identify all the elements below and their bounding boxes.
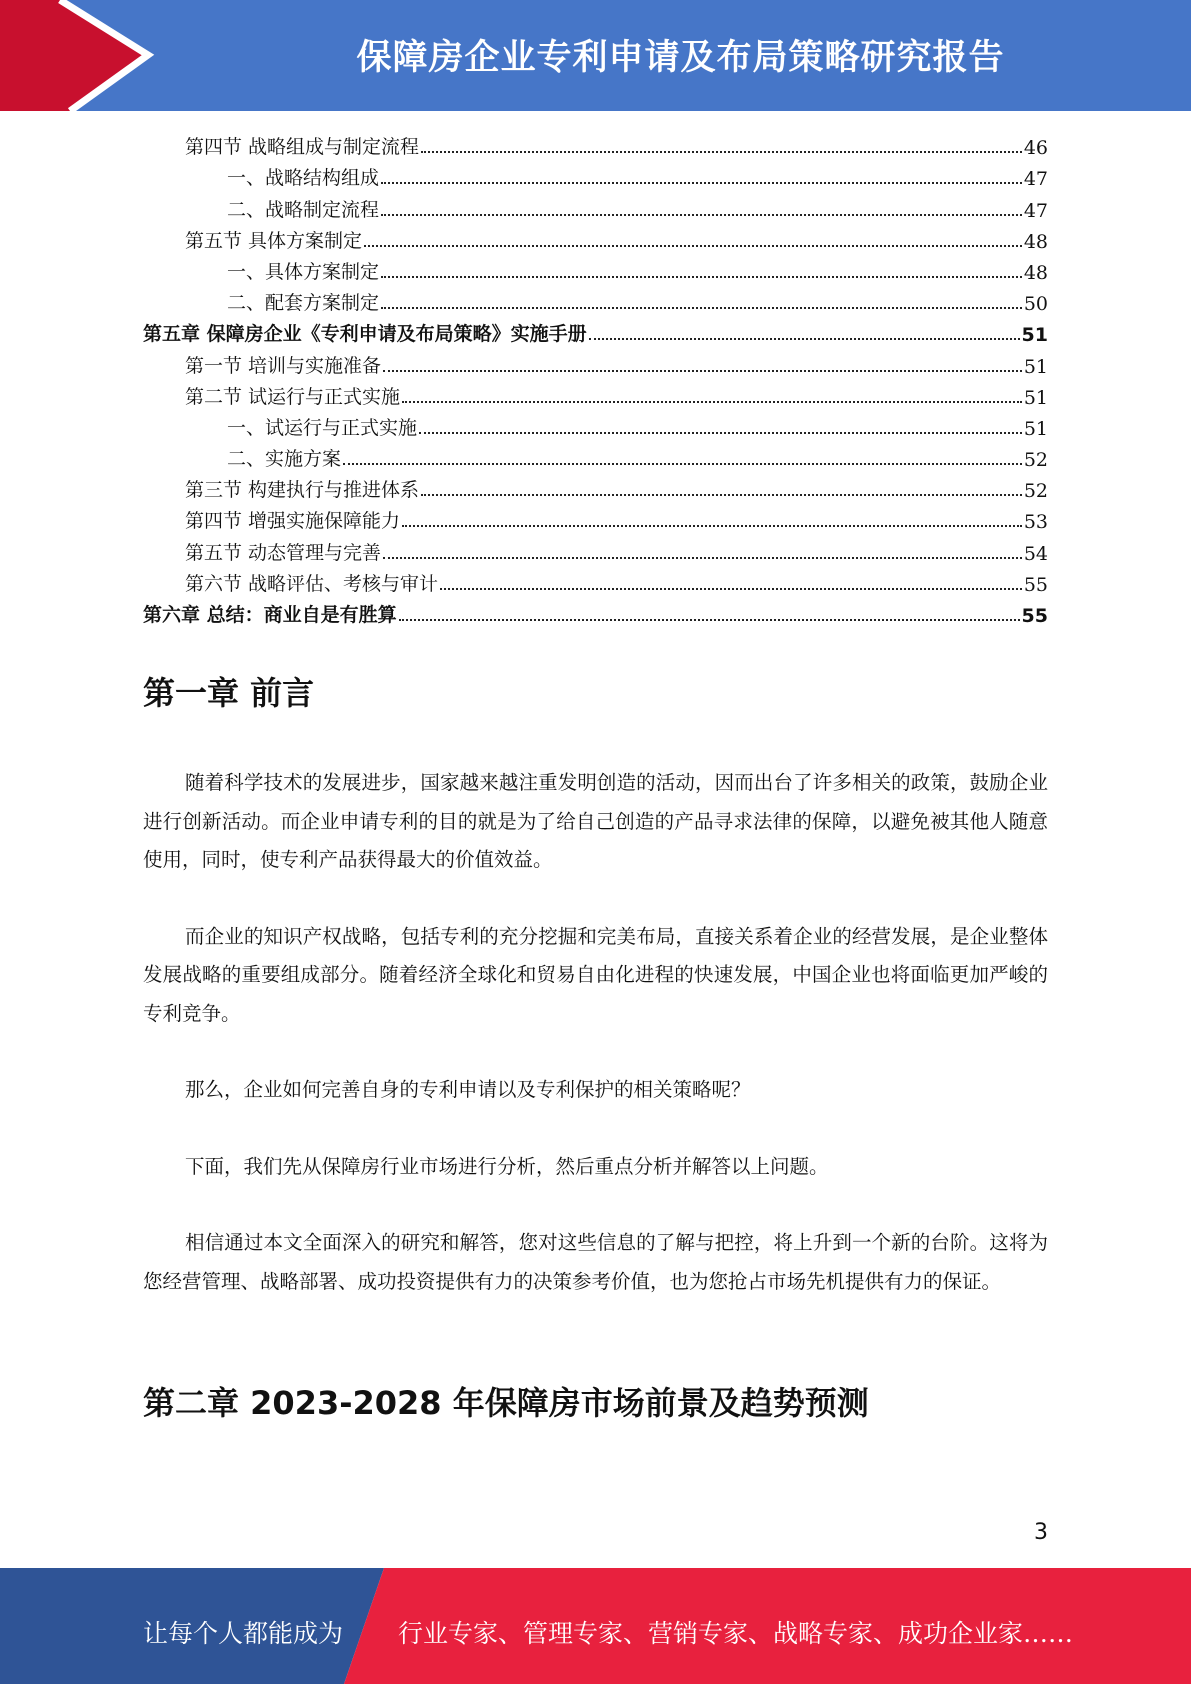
- body-paragraph: 下面，我们先从保障房行业市场进行分析，然后重点分析并解答以上问题。: [185, 1154, 829, 1178]
- toc-entry-page: 52: [1023, 449, 1048, 472]
- toc-entry-label: 二、战略制定流程: [227, 198, 380, 221]
- toc-leader-dots: [381, 276, 1022, 278]
- toc-entry[interactable]: [143, 284, 1048, 315]
- toc-leader-dots: [364, 245, 1022, 247]
- toc-entry[interactable]: [143, 222, 1048, 253]
- toc-entry-page: 51: [1023, 417, 1048, 440]
- toc-entry-label: 第五章 保障房企业《专利申请及布局策略》实施手册: [143, 323, 587, 346]
- table-of-contents: [143, 128, 1048, 627]
- toc-entry-page: 46: [1023, 137, 1048, 160]
- footer-slogan-left: 让每个人都能成为: [143, 1619, 344, 1648]
- toc-entry-label: 第一节 培训与实施准备: [185, 354, 382, 377]
- toc-entry[interactable]: [143, 440, 1048, 471]
- body-paragraph: 随着科学技术的发展进步，国家越来越注重发明创造的活动，因而出台了许多相关的政策，鼓励企业进行创新活动。而企业申请专利的目的就是为了给自己创造的产品寻求法律的保障，以避免被其他人随意使用，同时，使专利产品获得最大的价值效益。: [143, 771, 1048, 871]
- toc-entry-page: 52: [1023, 480, 1048, 503]
- toc-entry-label: 二、配套方案制定: [227, 292, 380, 315]
- toc-entry-label: 第四节 增强实施保障能力: [185, 510, 401, 533]
- toc-entry-label: 第五节 具体方案制定: [185, 229, 363, 252]
- toc-entry-page: 48: [1023, 261, 1048, 284]
- toc-entry-page: 47: [1023, 199, 1048, 222]
- toc-entry[interactable]: [143, 596, 1048, 627]
- toc-entry[interactable]: [143, 471, 1048, 502]
- toc-entry[interactable]: [143, 315, 1048, 346]
- toc-entry[interactable]: [143, 409, 1048, 440]
- page-number: 3: [1034, 1520, 1048, 1545]
- toc-entry[interactable]: [143, 190, 1048, 221]
- toc-leader-dots: [381, 307, 1022, 309]
- body-paragraph: 而企业的知识产权战略，包括专利的充分挖掘和完美布局，直接关系着企业的经营发展，是企业整体发展战略的重要组成部分。随着经济全球化和贸易自由化进程的快速发展，中国企业也将面临更加严峻的专利竞争。: [143, 924, 1048, 1025]
- toc-entry-page: 54: [1023, 542, 1048, 565]
- toc-leader-dots: [383, 557, 1022, 559]
- toc-entry[interactable]: [143, 565, 1048, 596]
- toc-entry-page: 55: [1023, 573, 1048, 596]
- toc-entry[interactable]: [143, 346, 1048, 377]
- toc-leader-dots: [383, 370, 1022, 372]
- chapter-1-body: [143, 764, 1048, 1301]
- toc-leader-dots: [440, 588, 1022, 590]
- toc-entry[interactable]: [143, 378, 1048, 409]
- toc-leader-dots: [381, 214, 1022, 216]
- toc-entry[interactable]: [143, 128, 1048, 159]
- toc-entry-page: 50: [1023, 293, 1048, 316]
- toc-leader-dots: [399, 619, 1020, 621]
- toc-entry-label: 第五节 动态管理与完善: [185, 541, 382, 564]
- toc-entry-label: 第四节 战略组成与制定流程: [185, 136, 420, 159]
- toc-entry-label: 二、实施方案: [227, 448, 342, 471]
- toc-leader-dots: [343, 463, 1022, 465]
- toc-entry-label: 一、具体方案制定: [227, 260, 380, 283]
- toc-leader-dots: [381, 182, 1022, 184]
- toc-entry-label: 第六章 总结：商业自是有胜算: [143, 604, 397, 626]
- page-header: [0, 0, 1191, 111]
- body-paragraph: 相信通过本文全面深入的研究和解答，您对这些信息的了解与把控，将上升到一个新的台阶。这将为您经营管理、战略部署、成功投资提供有力的决策参考价值，也为您抢占市场先机提供有力的保证。: [143, 1231, 1048, 1293]
- toc-entry-page: 51: [1023, 355, 1048, 378]
- toc-entry[interactable]: [143, 502, 1048, 533]
- toc-leader-dots: [589, 338, 1020, 340]
- toc-entry-page: 51: [1023, 386, 1048, 409]
- toc-entry[interactable]: [143, 253, 1048, 284]
- toc-leader-dots: [419, 432, 1022, 434]
- toc-entry-label: 一、试运行与正式实施: [227, 416, 418, 439]
- report-title: 保障房企业专利申请及布局策略研究报告: [356, 38, 1005, 78]
- toc-entry-page: 47: [1023, 168, 1048, 191]
- toc-leader-dots: [402, 525, 1022, 527]
- toc-entry-label: 第二节 试运行与正式实施: [185, 385, 401, 408]
- toc-entry-label: 一、战略结构组成: [227, 167, 380, 190]
- toc-entry-page: 53: [1023, 511, 1048, 534]
- chapter-1-heading: 第一章 前言: [143, 674, 315, 712]
- toc-entry[interactable]: [143, 159, 1048, 190]
- chapter-2-heading: 第二章 2023-2028 年保障房市场前景及趋势预测: [143, 1384, 869, 1422]
- toc-leader-dots: [402, 401, 1022, 403]
- body-paragraph: 那么，企业如何完善自身的专利申请以及专利保护的相关策略呢？: [185, 1078, 751, 1101]
- toc-leader-dots: [421, 494, 1022, 496]
- toc-entry-page: 48: [1023, 230, 1048, 253]
- toc-entry[interactable]: [143, 533, 1048, 564]
- footer-slogan-right: 行业专家、管理专家、营销专家、战略专家、成功企业家……: [398, 1619, 1074, 1648]
- toc-entry-label: 第三节 构建执行与推进体系: [185, 479, 420, 502]
- toc-entry-page: 55: [1021, 605, 1048, 627]
- toc-leader-dots: [421, 151, 1022, 153]
- toc-entry-page: 51: [1021, 324, 1048, 347]
- toc-entry-label: 第六节 战略评估、考核与审计: [185, 572, 439, 595]
- page-footer: [0, 1568, 1191, 1684]
